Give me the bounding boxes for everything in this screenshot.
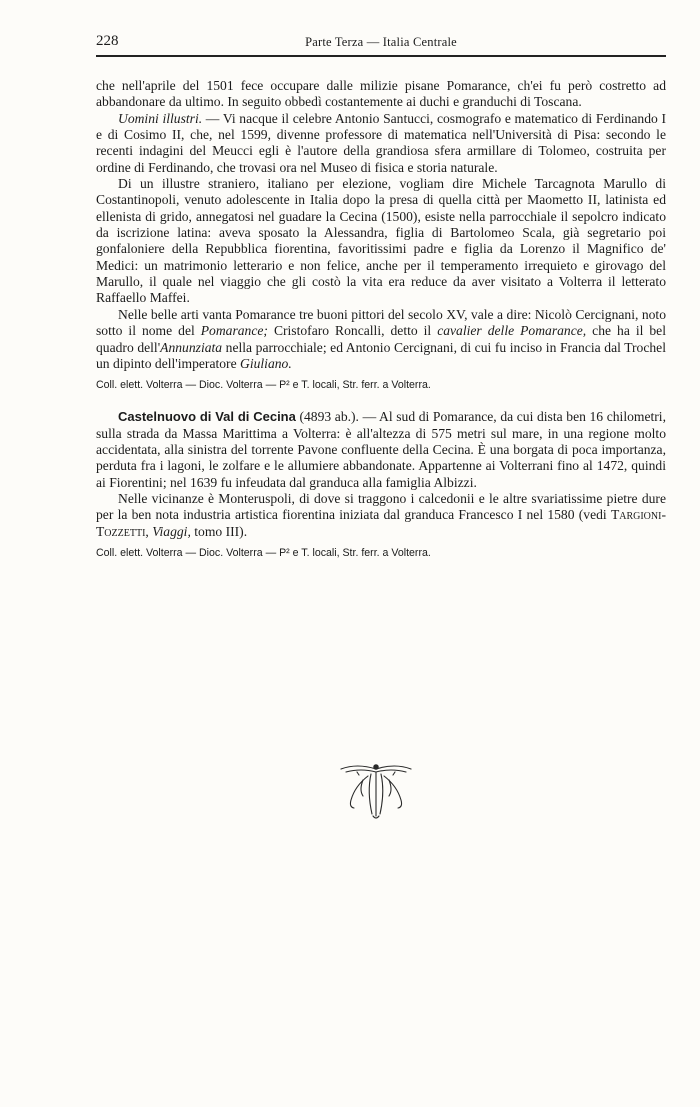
page-header — [96, 33, 666, 51]
text-run: (4893 ab.). — Al sud di Pomarance, da cui dista ben 16 chilometri, sulla strada da Massa Marittima a Volterra: è all'altezza di 575 metri sul mare, in una regione molto accidentata, alla sinistra del torrente Pavone confluente della Cecina. È una borgata di poca importanza, perduta fra i lagoni, le zolfare e le allumiere abbandonate. Appartenne ai Volterrani fino al 1472, quindi ai Fiorentini; nel 1639 fu infeudata dal granduca alla famiglia Albizzi. — [96, 409, 666, 490]
italic-run: Annunziata — [160, 339, 223, 355]
electoral-note-1: Coll. elett. Volterra — Dioc. Volterra — P² e T. locali, Str. ferr. a Volterra. — [96, 379, 431, 392]
text-run: Nelle vicinanze è Monteruspoli, di dove si traggono i calcedonii e le altre svariatissime pietre dure per la ben nota industria artistica fiorentina iniziata dal granduca Francesco I nel 1580 (vedi — [96, 490, 666, 523]
italic-run: Giuliano. — [240, 355, 292, 371]
text-run: nella parrocchiale; ed Antonio Cercignani, di cui fu inciso in Francia dal Trochel un dipinto dell'imperatore — [96, 339, 666, 371]
paragraph-belle-arti — [96, 307, 666, 372]
running-head: Parte Terza — Italia Centrale — [305, 35, 457, 49]
paragraph-uomini-illustri — [96, 111, 666, 176]
paragraph-text: — Vi nacque il celebre Antonio Santucci, cosmografo e matematico di Ferdinando I e di Cosimo II, che, nel 1599, divenne professore di matematica nell'Università di Pisa: secondo le recenti indagini del Meucci egli è l'autore della grandiosa sfera armillare di Tolomeo, costruita per ordine di Ferdinando, che trovasi ora nel Museo di fisica e storia naturale. — [96, 110, 666, 175]
italic-run: cavalier delle Pomarance, — [437, 323, 587, 339]
text-run: Nelle belle arti vanta Pomarance tre buoni pittori del secolo XV, vale a dire: Nicolò Cercignani, noto sotto il nome del — [96, 306, 666, 339]
paragraph-lead: Uomini illustri. — [118, 110, 203, 126]
paragraph-marullo: Di un illustre straniero, italiano per elezione, vogliam dire Michele Tarcagnota Marullo di Costantinopoli, venuto adolescente in Italia dopo la presa di quella città per Maometto II, latinista ed ellenista di grido, annegatosi nel guadare la Cecina (1500), esiste nella parrocchiale il sepolcro indicato da iscrizione latina: aveva sposato la Alessandra, figlia di Bartolomeo Scala, già segretario poi gonfaloniere della Repubblica fiorentina, favoritissimi padre e figlia da Lorenzo il Magnifico de' Medici: un matrimonio letterario e non felice, anche per il temperamento irrequieto e girovago del Marullo, il quale nel viaggio che gli costò la vita era reduce da aver visitato a Volterra il letterato Raffaello Maffei. — [96, 176, 666, 306]
paragraph-castelnuovo — [96, 409, 666, 491]
text-run: Cristofaro Roncalli, detto il — [267, 323, 438, 339]
paragraph-1: che nell'aprile del 1501 fece occupare dalle milizie pisane Pomarance, ch'ei fu però costretto ad abbandonare da ultimo. In seguito obbedì costantemente ai duchi e granduchi di Toscana. — [96, 78, 666, 110]
floral-vignette-icon — [337, 760, 415, 822]
author-smallcaps: Targioni-Tozzetti, — [96, 507, 666, 539]
paragraph-monteruspoli — [96, 491, 666, 540]
italic-run: Viaggi, — [152, 523, 191, 539]
electoral-note-2: Coll. elett. Volterra — Dioc. Volterra — P² e T. locali, Str. ferr. a Volterra. — [96, 546, 431, 559]
page-body — [96, 78, 666, 560]
italic-run: Pomarance; — [200, 323, 268, 339]
text-run: che ha il bel quadro dell' — [96, 323, 666, 355]
text-run: tomo III). — [190, 523, 248, 539]
header-rule — [96, 55, 666, 57]
section-heading: Castelnuovo di Val di Cecina — [118, 409, 296, 425]
spacer — [96, 392, 666, 409]
page-number: 228 — [96, 33, 119, 49]
